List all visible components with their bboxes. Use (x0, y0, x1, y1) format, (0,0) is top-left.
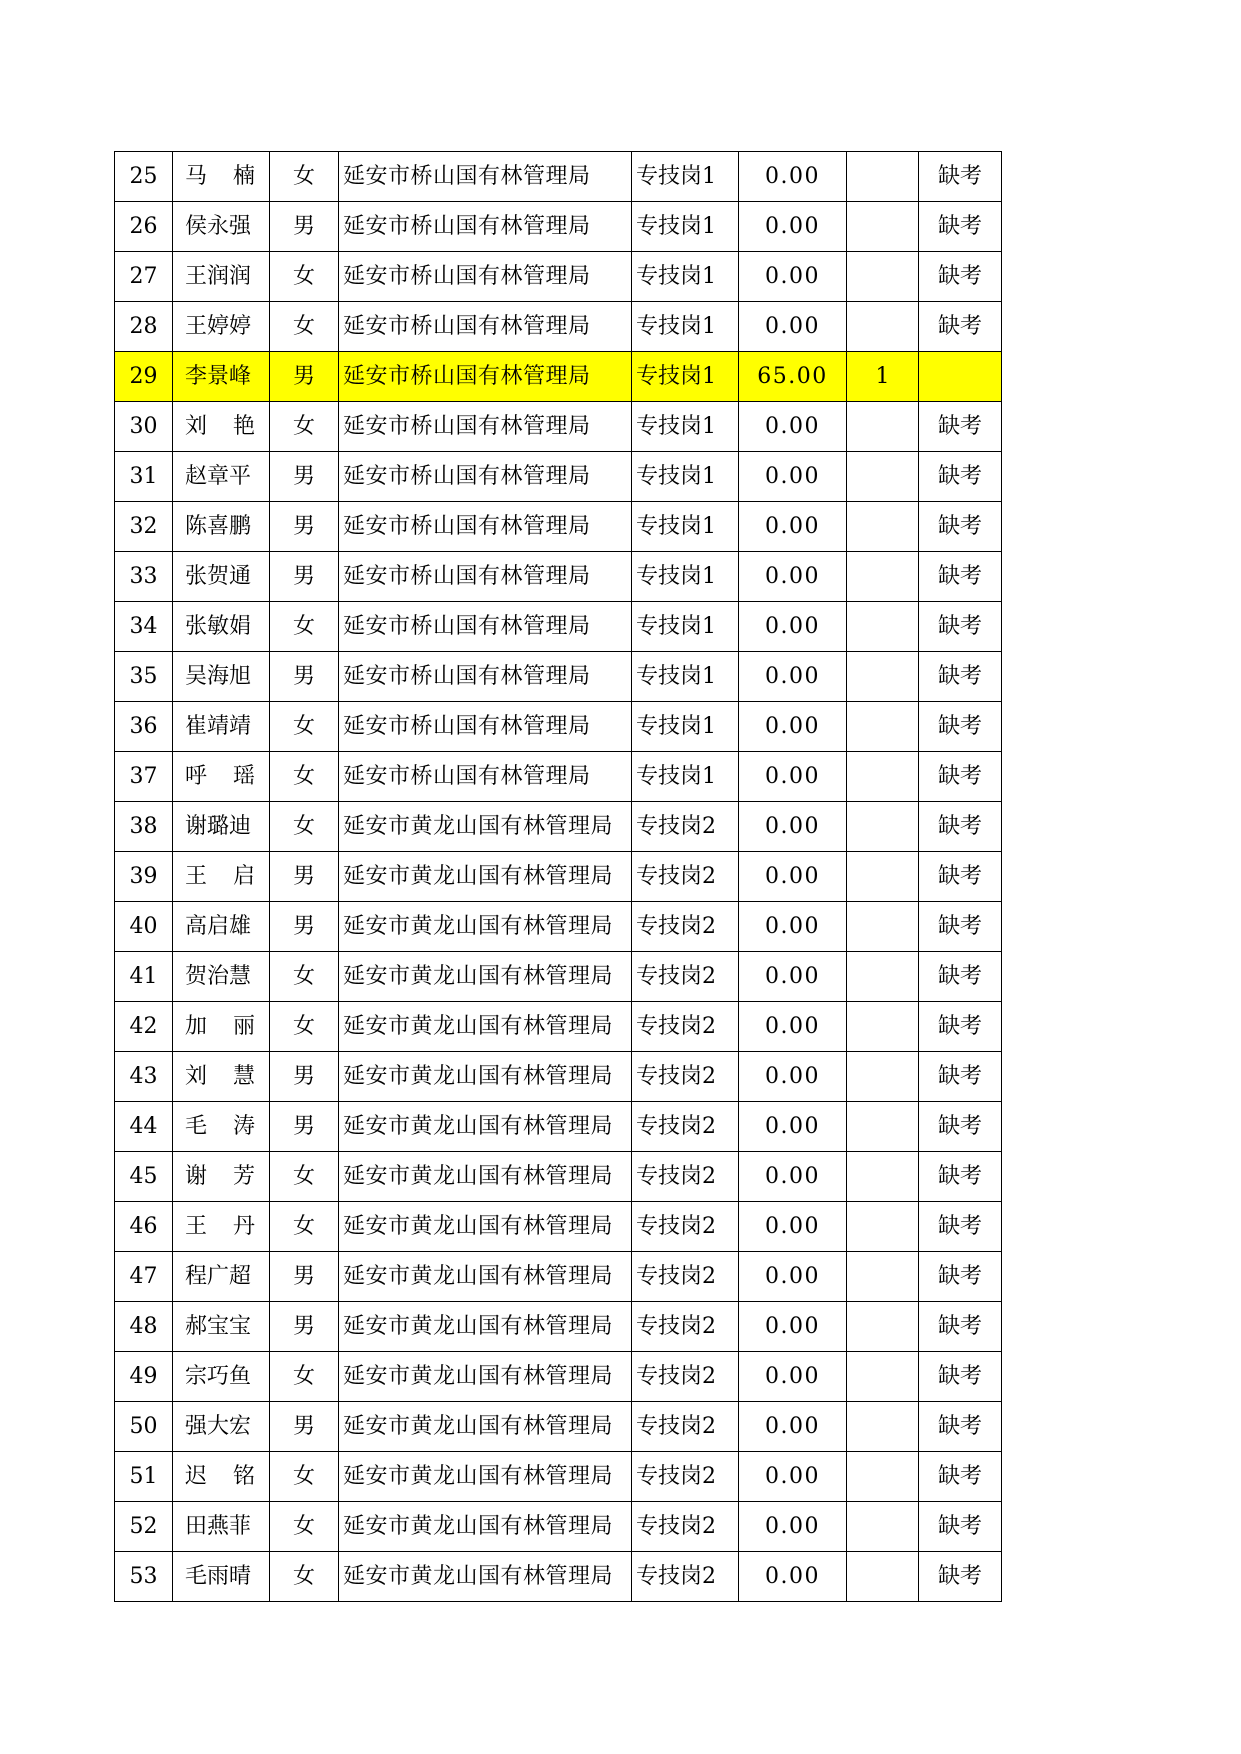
table-row (115, 952, 1002, 1002)
cell-name (173, 1152, 270, 1202)
cell-score: 0.00 (739, 952, 847, 1002)
table-row (115, 1002, 1002, 1052)
cell-post: 专技岗1 (632, 602, 739, 652)
cell-gender: 女 (270, 402, 339, 452)
cell-note: 缺考 (919, 1002, 1002, 1052)
cell-number: 38 (115, 802, 173, 852)
cell-post: 专技岗2 (632, 852, 739, 902)
cell-name: 强大宏 (173, 1402, 270, 1452)
cell-number: 41 (115, 952, 173, 1002)
table-row (115, 252, 1002, 302)
table-row (115, 1102, 1002, 1152)
cell-rank (847, 552, 919, 602)
table-row (115, 1502, 1002, 1552)
cell-score: 0.00 (739, 202, 847, 252)
cell-unit: 延安市黄龙山国有林管理局 (339, 1002, 632, 1052)
cell-rank (847, 302, 919, 352)
cell-gender: 女 (270, 302, 339, 352)
table-row (115, 802, 1002, 852)
cell-note: 缺考 (919, 1352, 1002, 1402)
cell-score: 0.00 (739, 1252, 847, 1302)
cell-unit: 延安市黄龙山国有林管理局 (339, 1352, 632, 1402)
table-row (115, 1352, 1002, 1402)
cell-post: 专技岗1 (632, 652, 739, 702)
cell-number: 51 (115, 1452, 173, 1502)
cell-rank (847, 752, 919, 802)
cell-name-text: 毛 涛 (185, 1113, 255, 1139)
cell-rank (847, 252, 919, 302)
cell-gender: 女 (270, 1202, 339, 1252)
cell-note: 缺考 (919, 1552, 1002, 1602)
cell-unit: 延安市桥山国有林管理局 (339, 452, 632, 502)
cell-rank (847, 1202, 919, 1252)
table-row (115, 452, 1002, 502)
cell-number: 26 (115, 202, 173, 252)
cell-gender: 女 (270, 1002, 339, 1052)
cell-name-text: 马 楠 (185, 163, 255, 189)
cell-number: 46 (115, 1202, 173, 1252)
cell-rank (847, 1152, 919, 1202)
score-table (114, 151, 1002, 1602)
cell-name: 田燕菲 (173, 1502, 270, 1552)
cell-number: 53 (115, 1552, 173, 1602)
cell-note: 缺考 (919, 1402, 1002, 1452)
cell-rank (847, 402, 919, 452)
cell-score: 0.00 (739, 1202, 847, 1252)
cell-unit: 延安市黄龙山国有林管理局 (339, 952, 632, 1002)
cell-score: 0.00 (739, 752, 847, 802)
cell-note: 缺考 (919, 152, 1002, 202)
cell-name-text: 王 启 (185, 863, 255, 889)
cell-gender: 女 (270, 1352, 339, 1402)
table-row (115, 1152, 1002, 1202)
cell-number: 52 (115, 1502, 173, 1552)
table-row (115, 202, 1002, 252)
cell-rank (847, 852, 919, 902)
cell-number: 34 (115, 602, 173, 652)
cell-rank (847, 1302, 919, 1352)
table-row (115, 602, 1002, 652)
cell-number: 27 (115, 252, 173, 302)
cell-gender: 男 (270, 552, 339, 602)
cell-rank (847, 152, 919, 202)
cell-name (173, 402, 270, 452)
cell-score: 0.00 (739, 502, 847, 552)
cell-name: 王润润 (173, 252, 270, 302)
table-row (115, 502, 1002, 552)
cell-note: 缺考 (919, 752, 1002, 802)
cell-score: 0.00 (739, 1152, 847, 1202)
cell-note: 缺考 (919, 902, 1002, 952)
cell-note: 缺考 (919, 602, 1002, 652)
cell-gender: 男 (270, 652, 339, 702)
cell-rank (847, 502, 919, 552)
cell-rank (847, 602, 919, 652)
cell-note: 缺考 (919, 952, 1002, 1002)
cell-name: 谢璐迪 (173, 802, 270, 852)
cell-number: 29 (115, 352, 173, 402)
cell-score: 0.00 (739, 152, 847, 202)
score-table-body (115, 152, 1002, 1602)
cell-note: 缺考 (919, 1102, 1002, 1152)
table-row (115, 302, 1002, 352)
table-row (115, 352, 1002, 402)
cell-name: 张敏娟 (173, 602, 270, 652)
cell-score: 0.00 (739, 552, 847, 602)
cell-name (173, 752, 270, 802)
cell-unit: 延安市桥山国有林管理局 (339, 152, 632, 202)
cell-note: 缺考 (919, 1502, 1002, 1552)
cell-gender: 男 (270, 452, 339, 502)
cell-score: 0.00 (739, 852, 847, 902)
cell-post: 专技岗2 (632, 802, 739, 852)
cell-post: 专技岗1 (632, 202, 739, 252)
table-row (115, 1402, 1002, 1452)
cell-unit: 延安市桥山国有林管理局 (339, 552, 632, 602)
table-row (115, 1052, 1002, 1102)
cell-unit: 延安市桥山国有林管理局 (339, 752, 632, 802)
cell-gender: 男 (270, 1402, 339, 1452)
cell-name (173, 1052, 270, 1102)
cell-name: 王婷婷 (173, 302, 270, 352)
cell-number: 47 (115, 1252, 173, 1302)
cell-score: 0.00 (739, 1052, 847, 1102)
cell-name-text: 刘 艳 (185, 413, 255, 439)
cell-note (919, 352, 1002, 402)
cell-unit: 延安市黄龙山国有林管理局 (339, 1452, 632, 1502)
cell-number: 48 (115, 1302, 173, 1352)
cell-post: 专技岗2 (632, 1452, 739, 1502)
cell-name (173, 1452, 270, 1502)
cell-unit: 延安市黄龙山国有林管理局 (339, 1502, 632, 1552)
table-row (115, 902, 1002, 952)
cell-number: 50 (115, 1402, 173, 1452)
cell-score: 0.00 (739, 1452, 847, 1502)
cell-name: 宗巧鱼 (173, 1352, 270, 1402)
cell-number: 37 (115, 752, 173, 802)
cell-name: 李景峰 (173, 352, 270, 402)
cell-unit: 延安市黄龙山国有林管理局 (339, 1202, 632, 1252)
cell-number: 25 (115, 152, 173, 202)
table-row (115, 402, 1002, 452)
cell-gender: 男 (270, 1102, 339, 1152)
cell-number: 32 (115, 502, 173, 552)
cell-gender: 男 (270, 1252, 339, 1302)
cell-gender: 女 (270, 602, 339, 652)
table-row (115, 652, 1002, 702)
cell-unit: 延安市桥山国有林管理局 (339, 252, 632, 302)
cell-name (173, 852, 270, 902)
cell-gender: 男 (270, 502, 339, 552)
cell-note: 缺考 (919, 502, 1002, 552)
cell-rank (847, 1102, 919, 1152)
cell-number: 40 (115, 902, 173, 952)
cell-name: 赵章平 (173, 452, 270, 502)
cell-note: 缺考 (919, 1252, 1002, 1302)
cell-score: 65.00 (739, 352, 847, 402)
cell-note: 缺考 (919, 202, 1002, 252)
cell-gender: 男 (270, 202, 339, 252)
cell-note: 缺考 (919, 302, 1002, 352)
cell-rank (847, 652, 919, 702)
cell-unit: 延安市桥山国有林管理局 (339, 302, 632, 352)
cell-note: 缺考 (919, 1052, 1002, 1102)
table-row (115, 852, 1002, 902)
cell-rank (847, 1402, 919, 1452)
cell-rank (847, 452, 919, 502)
table-row (115, 1252, 1002, 1302)
table-row (115, 552, 1002, 602)
cell-post: 专技岗1 (632, 502, 739, 552)
table-row (115, 1302, 1002, 1352)
cell-post: 专技岗1 (632, 352, 739, 402)
cell-name: 程广超 (173, 1252, 270, 1302)
cell-unit: 延安市黄龙山国有林管理局 (339, 1102, 632, 1152)
cell-unit: 延安市桥山国有林管理局 (339, 502, 632, 552)
cell-name: 吴海旭 (173, 652, 270, 702)
cell-name-text: 谢 芳 (185, 1163, 255, 1189)
table-row (115, 1552, 1002, 1602)
cell-note: 缺考 (919, 552, 1002, 602)
cell-number: 36 (115, 702, 173, 752)
cell-rank (847, 1002, 919, 1052)
cell-score: 0.00 (739, 1302, 847, 1352)
cell-gender: 女 (270, 1452, 339, 1502)
cell-post: 专技岗1 (632, 752, 739, 802)
cell-gender: 男 (270, 852, 339, 902)
cell-gender: 男 (270, 902, 339, 952)
cell-name: 张贺通 (173, 552, 270, 602)
cell-name: 崔靖靖 (173, 702, 270, 752)
cell-name: 高启雄 (173, 902, 270, 952)
cell-number: 39 (115, 852, 173, 902)
cell-name: 郝宝宝 (173, 1302, 270, 1352)
cell-score: 0.00 (739, 302, 847, 352)
cell-gender: 男 (270, 352, 339, 402)
cell-unit: 延安市黄龙山国有林管理局 (339, 852, 632, 902)
cell-score: 0.00 (739, 1502, 847, 1552)
cell-post: 专技岗2 (632, 1352, 739, 1402)
cell-gender: 女 (270, 252, 339, 302)
cell-post: 专技岗2 (632, 1002, 739, 1052)
cell-name-text: 呼 瑶 (185, 763, 255, 789)
cell-name: 陈喜鹏 (173, 502, 270, 552)
cell-gender: 女 (270, 152, 339, 202)
cell-rank (847, 1502, 919, 1552)
cell-gender: 男 (270, 1302, 339, 1352)
cell-score: 0.00 (739, 452, 847, 502)
cell-note: 缺考 (919, 1452, 1002, 1502)
cell-number: 31 (115, 452, 173, 502)
cell-unit: 延安市黄龙山国有林管理局 (339, 802, 632, 852)
cell-post: 专技岗2 (632, 1102, 739, 1152)
cell-note: 缺考 (919, 402, 1002, 452)
cell-post: 专技岗2 (632, 1302, 739, 1352)
cell-unit: 延安市桥山国有林管理局 (339, 402, 632, 452)
cell-score: 0.00 (739, 602, 847, 652)
cell-unit: 延安市桥山国有林管理局 (339, 702, 632, 752)
cell-number: 49 (115, 1352, 173, 1402)
cell-score: 0.00 (739, 1102, 847, 1152)
cell-unit: 延安市黄龙山国有林管理局 (339, 1552, 632, 1602)
cell-score: 0.00 (739, 1352, 847, 1402)
cell-number: 35 (115, 652, 173, 702)
cell-post: 专技岗2 (632, 1502, 739, 1552)
cell-post: 专技岗2 (632, 902, 739, 952)
cell-post: 专技岗2 (632, 952, 739, 1002)
cell-name: 毛雨晴 (173, 1552, 270, 1602)
cell-post: 专技岗1 (632, 252, 739, 302)
cell-rank (847, 1352, 919, 1402)
cell-number: 30 (115, 402, 173, 452)
cell-note: 缺考 (919, 852, 1002, 902)
cell-gender: 女 (270, 802, 339, 852)
cell-gender: 男 (270, 1052, 339, 1102)
cell-gender: 女 (270, 702, 339, 752)
cell-gender: 女 (270, 752, 339, 802)
cell-rank: 1 (847, 352, 919, 402)
cell-post: 专技岗1 (632, 452, 739, 502)
cell-score: 0.00 (739, 652, 847, 702)
cell-unit: 延安市黄龙山国有林管理局 (339, 902, 632, 952)
cell-note: 缺考 (919, 252, 1002, 302)
cell-unit: 延安市黄龙山国有林管理局 (339, 1152, 632, 1202)
cell-rank (847, 952, 919, 1002)
cell-post: 专技岗2 (632, 1052, 739, 1102)
cell-name-text: 迟 铭 (185, 1463, 255, 1489)
cell-score: 0.00 (739, 1552, 847, 1602)
cell-note: 缺考 (919, 652, 1002, 702)
cell-note: 缺考 (919, 1302, 1002, 1352)
cell-rank (847, 1052, 919, 1102)
table-row (115, 702, 1002, 752)
cell-name (173, 1102, 270, 1152)
cell-note: 缺考 (919, 702, 1002, 752)
cell-number: 45 (115, 1152, 173, 1202)
cell-post: 专技岗2 (632, 1402, 739, 1452)
table-row (115, 152, 1002, 202)
table-row (115, 752, 1002, 802)
cell-number: 42 (115, 1002, 173, 1052)
cell-note: 缺考 (919, 1202, 1002, 1252)
cell-score: 0.00 (739, 402, 847, 452)
cell-note: 缺考 (919, 1152, 1002, 1202)
cell-score: 0.00 (739, 802, 847, 852)
cell-score: 0.00 (739, 1402, 847, 1452)
cell-number: 44 (115, 1102, 173, 1152)
cell-post: 专技岗1 (632, 702, 739, 752)
cell-unit: 延安市黄龙山国有林管理局 (339, 1052, 632, 1102)
cell-unit: 延安市桥山国有林管理局 (339, 352, 632, 402)
cell-rank (847, 802, 919, 852)
cell-name (173, 152, 270, 202)
cell-unit: 延安市黄龙山国有林管理局 (339, 1302, 632, 1352)
cell-post: 专技岗1 (632, 552, 739, 602)
cell-post: 专技岗1 (632, 152, 739, 202)
cell-unit: 延安市桥山国有林管理局 (339, 202, 632, 252)
cell-gender: 女 (270, 1502, 339, 1552)
cell-number: 33 (115, 552, 173, 602)
cell-unit: 延安市黄龙山国有林管理局 (339, 1402, 632, 1452)
cell-post: 专技岗1 (632, 302, 739, 352)
cell-score: 0.00 (739, 902, 847, 952)
cell-post: 专技岗2 (632, 1552, 739, 1602)
cell-gender: 女 (270, 952, 339, 1002)
cell-rank (847, 1252, 919, 1302)
cell-number: 28 (115, 302, 173, 352)
cell-number: 43 (115, 1052, 173, 1102)
cell-post: 专技岗2 (632, 1152, 739, 1202)
cell-unit: 延安市黄龙山国有林管理局 (339, 1252, 632, 1302)
cell-name (173, 1002, 270, 1052)
cell-name: 贺治慧 (173, 952, 270, 1002)
cell-rank (847, 1452, 919, 1502)
cell-gender: 女 (270, 1152, 339, 1202)
cell-name: 侯永强 (173, 202, 270, 252)
cell-name-text: 刘 慧 (185, 1063, 255, 1089)
cell-name (173, 1202, 270, 1252)
cell-score: 0.00 (739, 252, 847, 302)
cell-post: 专技岗1 (632, 402, 739, 452)
cell-name-text: 加 丽 (185, 1013, 255, 1039)
cell-unit: 延安市桥山国有林管理局 (339, 602, 632, 652)
cell-gender: 女 (270, 1552, 339, 1602)
cell-note: 缺考 (919, 452, 1002, 502)
cell-post: 专技岗2 (632, 1252, 739, 1302)
cell-unit: 延安市桥山国有林管理局 (339, 652, 632, 702)
cell-note: 缺考 (919, 802, 1002, 852)
cell-rank (847, 902, 919, 952)
cell-rank (847, 1552, 919, 1602)
cell-rank (847, 202, 919, 252)
cell-rank (847, 702, 919, 752)
cell-score: 0.00 (739, 1002, 847, 1052)
table-row (115, 1452, 1002, 1502)
cell-name-text: 王 丹 (185, 1213, 255, 1239)
table-row (115, 1202, 1002, 1252)
cell-score: 0.00 (739, 702, 847, 752)
cell-post: 专技岗2 (632, 1202, 739, 1252)
